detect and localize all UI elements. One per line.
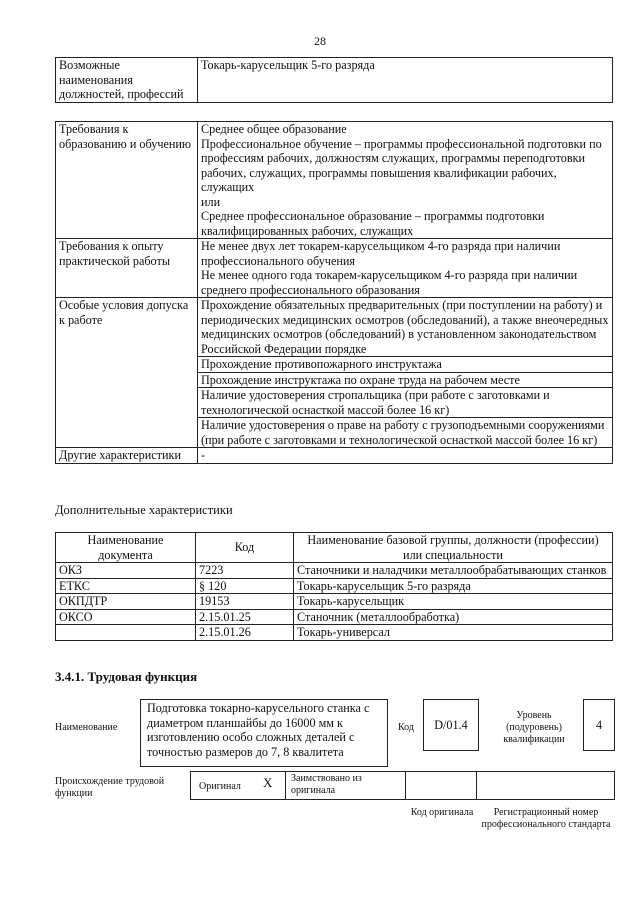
requirements-table: [55, 121, 613, 464]
labor-function-heading: 3.4.1. Трудовая функция: [55, 669, 198, 684]
special-item: Наличие удостоверения стропальщика (при работе с заготовками и технологической оснасткой массой более 16 кг): [198, 387, 612, 417]
borrowed-label: Заимствовано из оригинала: [291, 773, 362, 796]
code-cell: § 120: [196, 578, 294, 594]
original-code-label: Код оригинала: [410, 807, 474, 818]
col-header: Наименование базовой группы, должности (профессии) или специальности: [294, 533, 613, 563]
education-line: Среднее общее образование: [201, 122, 347, 136]
name-cell: Токарь-карусельщик: [294, 594, 613, 610]
code-cell: 2.15.01.25: [196, 609, 294, 625]
doc-cell: ОКСО: [56, 609, 196, 625]
education-line: Профессиональное обучение – программы профессиональной подготовки по профессиям рабочих, должностям служащих, программы переподготовки рабочих, служащих, программы повышения квалификации рабочих, служащих: [201, 136, 602, 194]
experience-label: Требования к опыту практической работы: [56, 239, 198, 298]
experience-value: [198, 239, 613, 298]
education-label: Требования к образованию и обучению: [56, 122, 198, 239]
col-header: Код: [196, 533, 294, 563]
divider: [476, 772, 477, 799]
experience-line: Не менее одного года токарем-карусельщиком 4-го разряда при наличии среднего профессионального образования: [201, 268, 578, 297]
additional-heading: Дополнительные характеристики: [55, 503, 233, 517]
education-line: или: [201, 194, 221, 209]
special-item: Прохождение противопожарного инструктажа: [198, 356, 612, 372]
name-cell: Станочники и наладчики металлообрабатывающих станков: [294, 563, 613, 579]
divider: [285, 772, 286, 799]
table-row: [56, 625, 613, 641]
special-item: Прохождение обязательных предварительных (при поступлении на работу) и периодических медицинских осмотров (обследований), а также внеочередных медицинских осмотров (обследований) в установленном законодательством Российской Федерации порядке: [201, 298, 609, 356]
origin-box: [190, 771, 615, 800]
table-row: [56, 594, 613, 610]
reg-number-label: Регистрационный номер профессионального стандарта: [481, 807, 611, 830]
function-code: D/01.4: [423, 699, 479, 751]
special-item: Наличие удостоверения о праве на работу с грузоподъемными сооружениями (при работе с заготовками и технологической оснасткой массой более 16 кг): [198, 417, 612, 447]
name-cell: Станочник (металлообработка): [294, 609, 613, 625]
table-row: [56, 609, 613, 625]
additional-table: [55, 532, 613, 641]
divider: [405, 772, 406, 799]
special-item: Прохождение инструктажа по охране труда на рабочем месте: [198, 372, 612, 388]
origin-label: Происхождение трудовой функции: [55, 776, 165, 799]
code-label: Код: [398, 722, 414, 733]
original-label: Оригинал: [199, 781, 241, 792]
positions-value: Токарь-карусельщик 5-го разряда: [198, 58, 613, 103]
special-value: [198, 298, 613, 448]
level-label: Уровень (подуровень) квалификации: [503, 710, 565, 745]
positions-table: [55, 57, 613, 103]
experience-line: Не менее двух лет токарем-карусельщиком 4-го разряда при наличии профессионального обучения: [201, 239, 561, 268]
other-value: -: [198, 448, 613, 464]
col-header: Наименование документа: [56, 533, 196, 563]
function-name: Подготовка токарно-карусельного станка с диаметром планшайбы до 16000 мм к изготовлению особо сложных деталей с точностью размеров до 7, 8 квалитета: [140, 699, 388, 767]
original-mark: X: [263, 775, 273, 790]
doc-cell: ОКЗ: [56, 563, 196, 579]
name-label: Наименование: [55, 722, 118, 733]
code-cell: 2.15.01.26: [196, 625, 294, 641]
education-line: Среднее профессиональное образование – программы подготовки квалифицированных рабочих, служащих: [201, 209, 545, 238]
table-row: [56, 563, 613, 579]
education-value: [198, 122, 613, 239]
doc-cell: ЕТКС: [56, 578, 196, 594]
page-number: 28: [314, 34, 326, 48]
level-value: 4: [583, 699, 615, 751]
code-cell: 7223: [196, 563, 294, 579]
code-cell: 19153: [196, 594, 294, 610]
doc-cell: ОКПДТР: [56, 594, 196, 610]
other-label: Другие характеристики: [56, 448, 198, 464]
doc-cell: [56, 625, 196, 641]
name-cell: Токарь-карусельщик 5-го разряда: [294, 578, 613, 594]
positions-label: Возможные наименования должностей, профессий: [56, 58, 198, 103]
special-label: Особые условия допуска к работе: [56, 298, 198, 448]
table-row: [56, 578, 613, 594]
name-cell: Токарь-универсал: [294, 625, 613, 641]
